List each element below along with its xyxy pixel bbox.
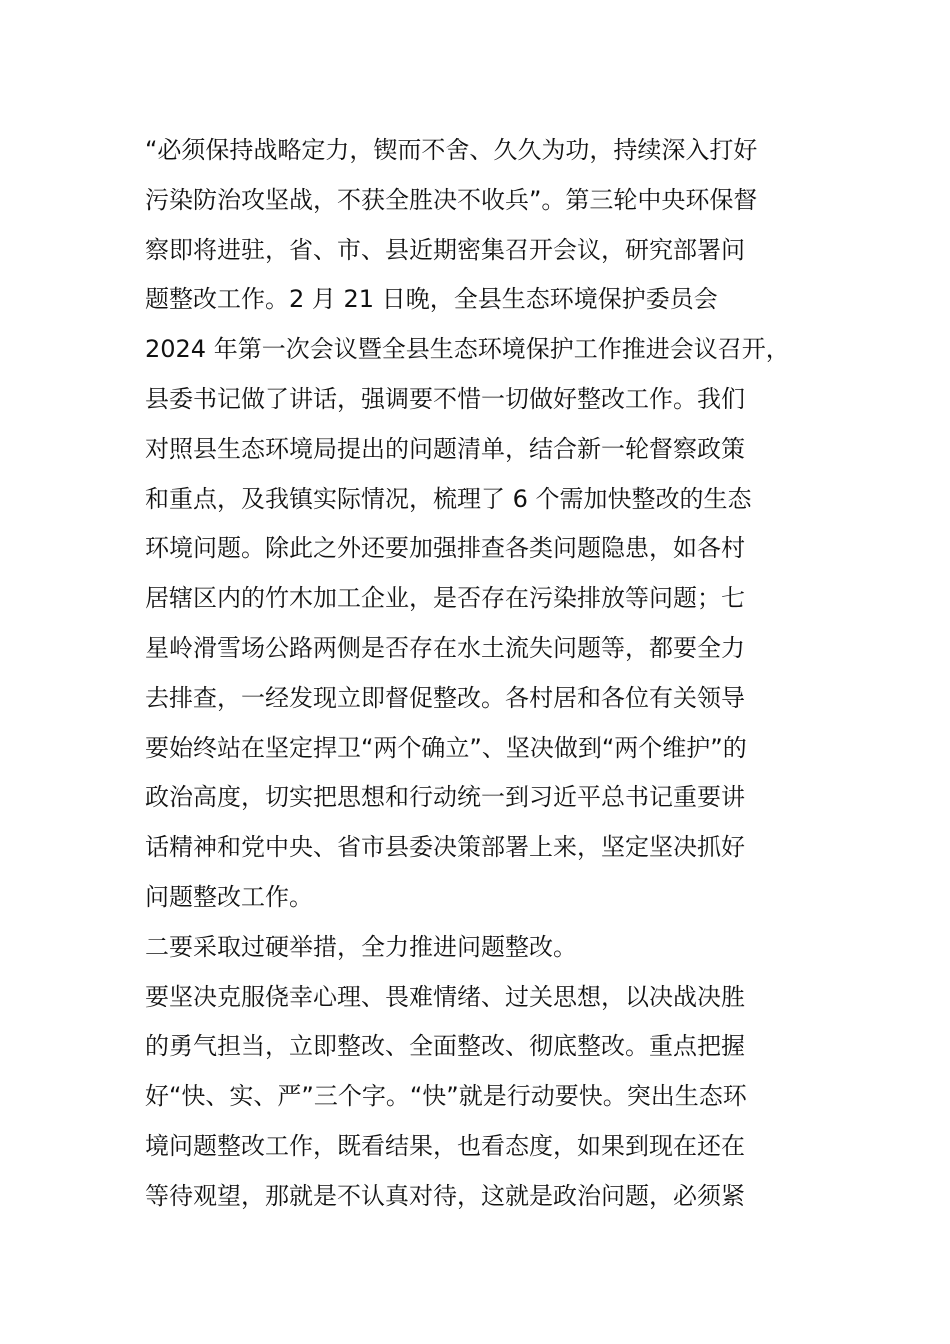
text-line: 污染防治攻坚战，不获全胜决不收兵”。第三轮中央环保督	[145, 185, 758, 214]
text-line: 境问题整改工作，既看结果，也看态度，如果到现在还在	[145, 1131, 745, 1160]
text-line: “必须保持战略定力，锲而不舍、久久为功，持续深入打好	[145, 136, 758, 164]
document-body	[145, 126, 835, 1222]
text-line: 2024 年第一次会议暨全县生态环境保护工作推进会议召开，	[145, 335, 790, 364]
text-line: 等待观望，那就是不认真对待，这就是政治问题，必须紧	[145, 1181, 745, 1210]
text-line: 题整改工作。2 月 21 日晚，全县生态环境保护委员会	[145, 285, 718, 314]
text-line: 好“快、实、严”三个字。“快”就是行动要快。突出生态环	[145, 1082, 747, 1111]
text-line: 话精神和党中央、省市县委决策部署上来，坚定坚决抓好	[145, 833, 745, 862]
text-line: 问题整改工作。	[145, 882, 313, 911]
text-line: 察即将进驻，省、市、县近期密集召开会议，研究部署问	[145, 235, 745, 264]
text-line: 环境问题。除此之外还要加强排查各类问题隐患，如各村	[145, 534, 745, 563]
text-line: 对照县生态环境局提出的问题清单，结合新一轮督察政策	[145, 434, 745, 463]
text-line: 和重点，及我镇实际情况，梳理了 6 个需加快整改的生态	[145, 484, 752, 513]
text-line: 去排查，一经发现立即督促整改。各村居和各位有关领导	[145, 683, 745, 712]
text-line: 居辖区内的竹木加工企业，是否存在污染排放等问题；七	[145, 584, 745, 613]
text-line: 的勇气担当，立即整改、全面整改、彻底整改。重点把握	[145, 1032, 745, 1061]
text-line: 政治高度，切实把思想和行动统一到习近平总书记重要讲	[145, 783, 745, 812]
text-line: 要始终站在坚定捍卫“两个确立”、坚决做到“两个维护”的	[145, 733, 747, 762]
text-line: 星岭滑雪场公路两侧是否存在水土流失问题等，都要全力	[145, 633, 745, 662]
text-line: 县委书记做了讲话，强调要不惜一切做好整改工作。我们	[145, 384, 745, 413]
text-line: 要坚决克服侥幸心理、畏难情绪、过关思想，以决战决胜	[145, 982, 745, 1011]
section-heading: 二要采取过硬举措，全力推进问题整改。	[145, 932, 577, 961]
